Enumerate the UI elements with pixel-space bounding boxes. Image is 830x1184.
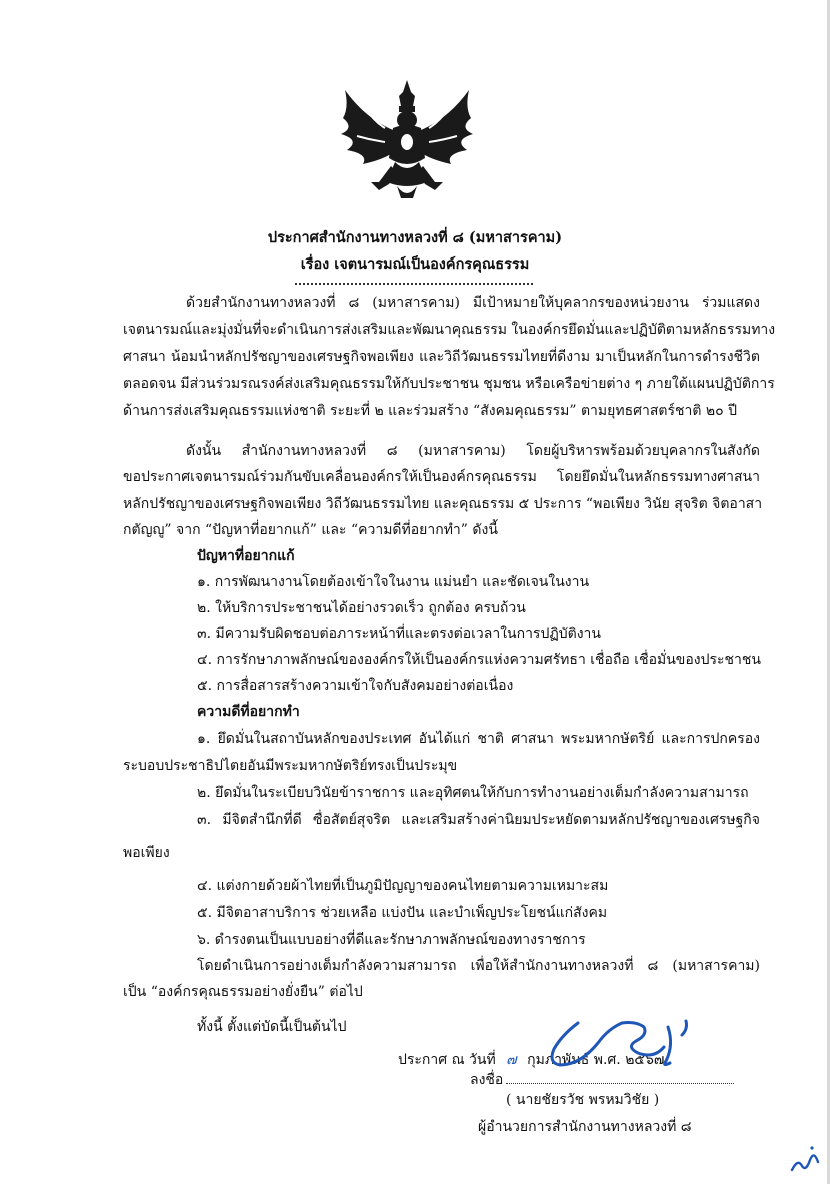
virtue-item-5: ๕. มีจิตอาสาบริการ ช่วยเหลือ แบ่งปัน และบำเพ็ญประโยชน์แก่สังคม [197, 905, 608, 921]
garuda-emblem [335, 78, 480, 203]
problem-item: ๓. มีความรับผิดชอบต่อภาระหน้าที่และตรงต่อเวลาในการปฏิบัติงาน [197, 626, 601, 642]
para2-line-3: หลักปรัชญาของเศรษฐกิจพอเพียง วิถีวัฒนธรรมไทย และคุณธรรม ๕ ประการ “พอเพียง วินัย สุจริต จิตอาสา [123, 496, 763, 512]
para2-line-2: ขอประกาศเจตนารมณ์ร่วมกันขับเคลื่อนองค์กรให้เป็นองค์กรคุณธรรม โดยยึดมั่นในหลักธรรมทางศาสนา [123, 469, 760, 485]
virtue-item-3a: ๓. มีจิตสำนึกที่ดี ซื่อสัตย์สุจริต และเสริมสร้างค่านิยมประหยัดตามหลักปรัชญาของเศรษฐกิจ [197, 812, 760, 828]
announcement-subject: เรื่อง เจตนารมณ์เป็นองค์กรคุณธรรม [300, 256, 530, 273]
problems-heading: ปัญหาที่อยากแก้ [197, 548, 295, 564]
problem-item: ๕. การสื่อสารสร้างความเข้าใจกับสังคมอย่างต่อเนื่อง [197, 678, 514, 694]
signer-position: ผู้อำนวยการสำนักงานทางหลวงที่ ๘ [478, 1119, 692, 1135]
problem-item: ๒. ให้บริการประชาชนได้อย่างรวดเร็ว ถูกต้อง ครบถ้วน [197, 600, 526, 616]
effective-statement: ทั้งนี้ ตั้งแต่บัดนี้เป็นต้นไป [197, 1019, 347, 1035]
para1-line-3: ศาสนา น้อมนำหลักปรัชญาของเศรษฐกิจพอเพียง และวิถีวัฒนธรรมไทยที่ดีงาม มาเป็นหลักในการดำรงชีวิต [123, 349, 760, 365]
signature-label: ลงชื่อ [470, 1072, 504, 1088]
para1-line-2: เจตนารมณ์และมุ่งมั่นที่จะดำเนินการส่งเสริมและพัฒนาคุณธรรม ในองค์กรยึดมั่นและปฏิบัติตามหลักธรรมทาง [123, 322, 776, 338]
closing-line-1: โดยดำเนินการอย่างเต็มกำลังความสามารถ เพื่อให้สำนักงานทางหลวงที่ ๘ (มหาสารคาม) [197, 958, 760, 974]
signature-line [506, 1083, 734, 1084]
para1-line-5: ด้านการส่งเสริมคุณธรรมแห่งชาติ ระยะที่ ๒ และร่วมสร้าง “สังคมคุณธรรม” ตามยุทธศาสตร์ชาติ ๒๐ ปี [123, 403, 738, 419]
handwritten-signature [540, 1005, 720, 1075]
virtue-item-1a: ๑. ยึดมั่นในสถาบันหลักของประเทศ อันได้แก่ ชาติ ศาสนา พระมหากษัตริย์ และการปกครอง [197, 731, 760, 747]
date-prefix: ประกาศ ณ วันที่ [398, 1052, 496, 1068]
virtue-item-4: ๔. แต่งกายด้วยผ้าไทยที่เป็นภูมิปัญญาของคนไทยตามความเหมาะสม [197, 878, 609, 894]
virtues-heading: ความดีที่อยากทำ [197, 704, 300, 720]
title-divider [295, 283, 533, 285]
initial-mark [788, 1140, 824, 1176]
para1-line-4: ตลอดจน มีส่วนร่วมรณรงค์ส่งเสริมคุณธรรมให้กับประชาชน ชุมชน หรือเครือข่ายต่าง ๆ ภายใต้แผนปฏิบัติการ [123, 376, 775, 392]
virtue-item-2: ๒. ยึดมั่นในระเบียบวินัยข้าราชการ และอุทิศตนให้กับการทำงานอย่างเต็มกำลังความสามารถ [197, 785, 749, 801]
announcement-title: ประกาศสำนักงานทางหลวงที่ ๘ (มหาสารคาม) [267, 229, 563, 246]
closing-line-2: เป็น “องค์กรคุณธรรมอย่างยั่งยืน” ต่อไป [123, 984, 363, 1000]
problem-item: ๔. การรักษาภาพลักษณ์ขององค์กรให้เป็นองค์กรแห่งความศรัทธา เชื่อถือ เชื่อมั่นของประชาชน [197, 652, 761, 668]
virtue-item-1b: ระบอบประชาธิปไตยอันมีพระมหากษัตริย์ทรงเป็นประมุข [123, 758, 458, 774]
para2-line-1: ดังนั้น สำนักงานทางหลวงที่ ๘ (มหาสารคาม) โดยผู้บริหารพร้อมด้วยบุคลากรในสังกัด [186, 443, 760, 459]
para2-line-4: กตัญญู” จาก “ปัญหาที่อยากแก้” และ “ความดีที่อยากทำ” ดังนี้ [123, 522, 498, 538]
virtue-item-6: ๖. ดำรงตนเป็นแบบอย่างที่ดีและรักษาภาพลักษณ์ของทางราชการ [197, 932, 586, 948]
para1-line-1: ด้วยสำนักงานทางหลวงที่ ๘ (มหาสารคาม) มีเป้าหมายให้บุคลากรของหน่วยงาน ร่วมแสดง [186, 295, 760, 311]
date-month-year: กุมภาพันธ์ พ.ศ. ๒๕๖๗ [527, 1052, 665, 1068]
problem-item: ๑. การพัฒนางานโดยต้องเข้าใจในงาน แม่นยำ และชัดเจนในงาน [197, 574, 590, 590]
signer-name: ( นายชัยรวัช พรหมวิชัย ) [506, 1092, 660, 1108]
virtue-item-3b: พอเพียง [123, 845, 170, 861]
date-day: ๗ [506, 1052, 517, 1068]
